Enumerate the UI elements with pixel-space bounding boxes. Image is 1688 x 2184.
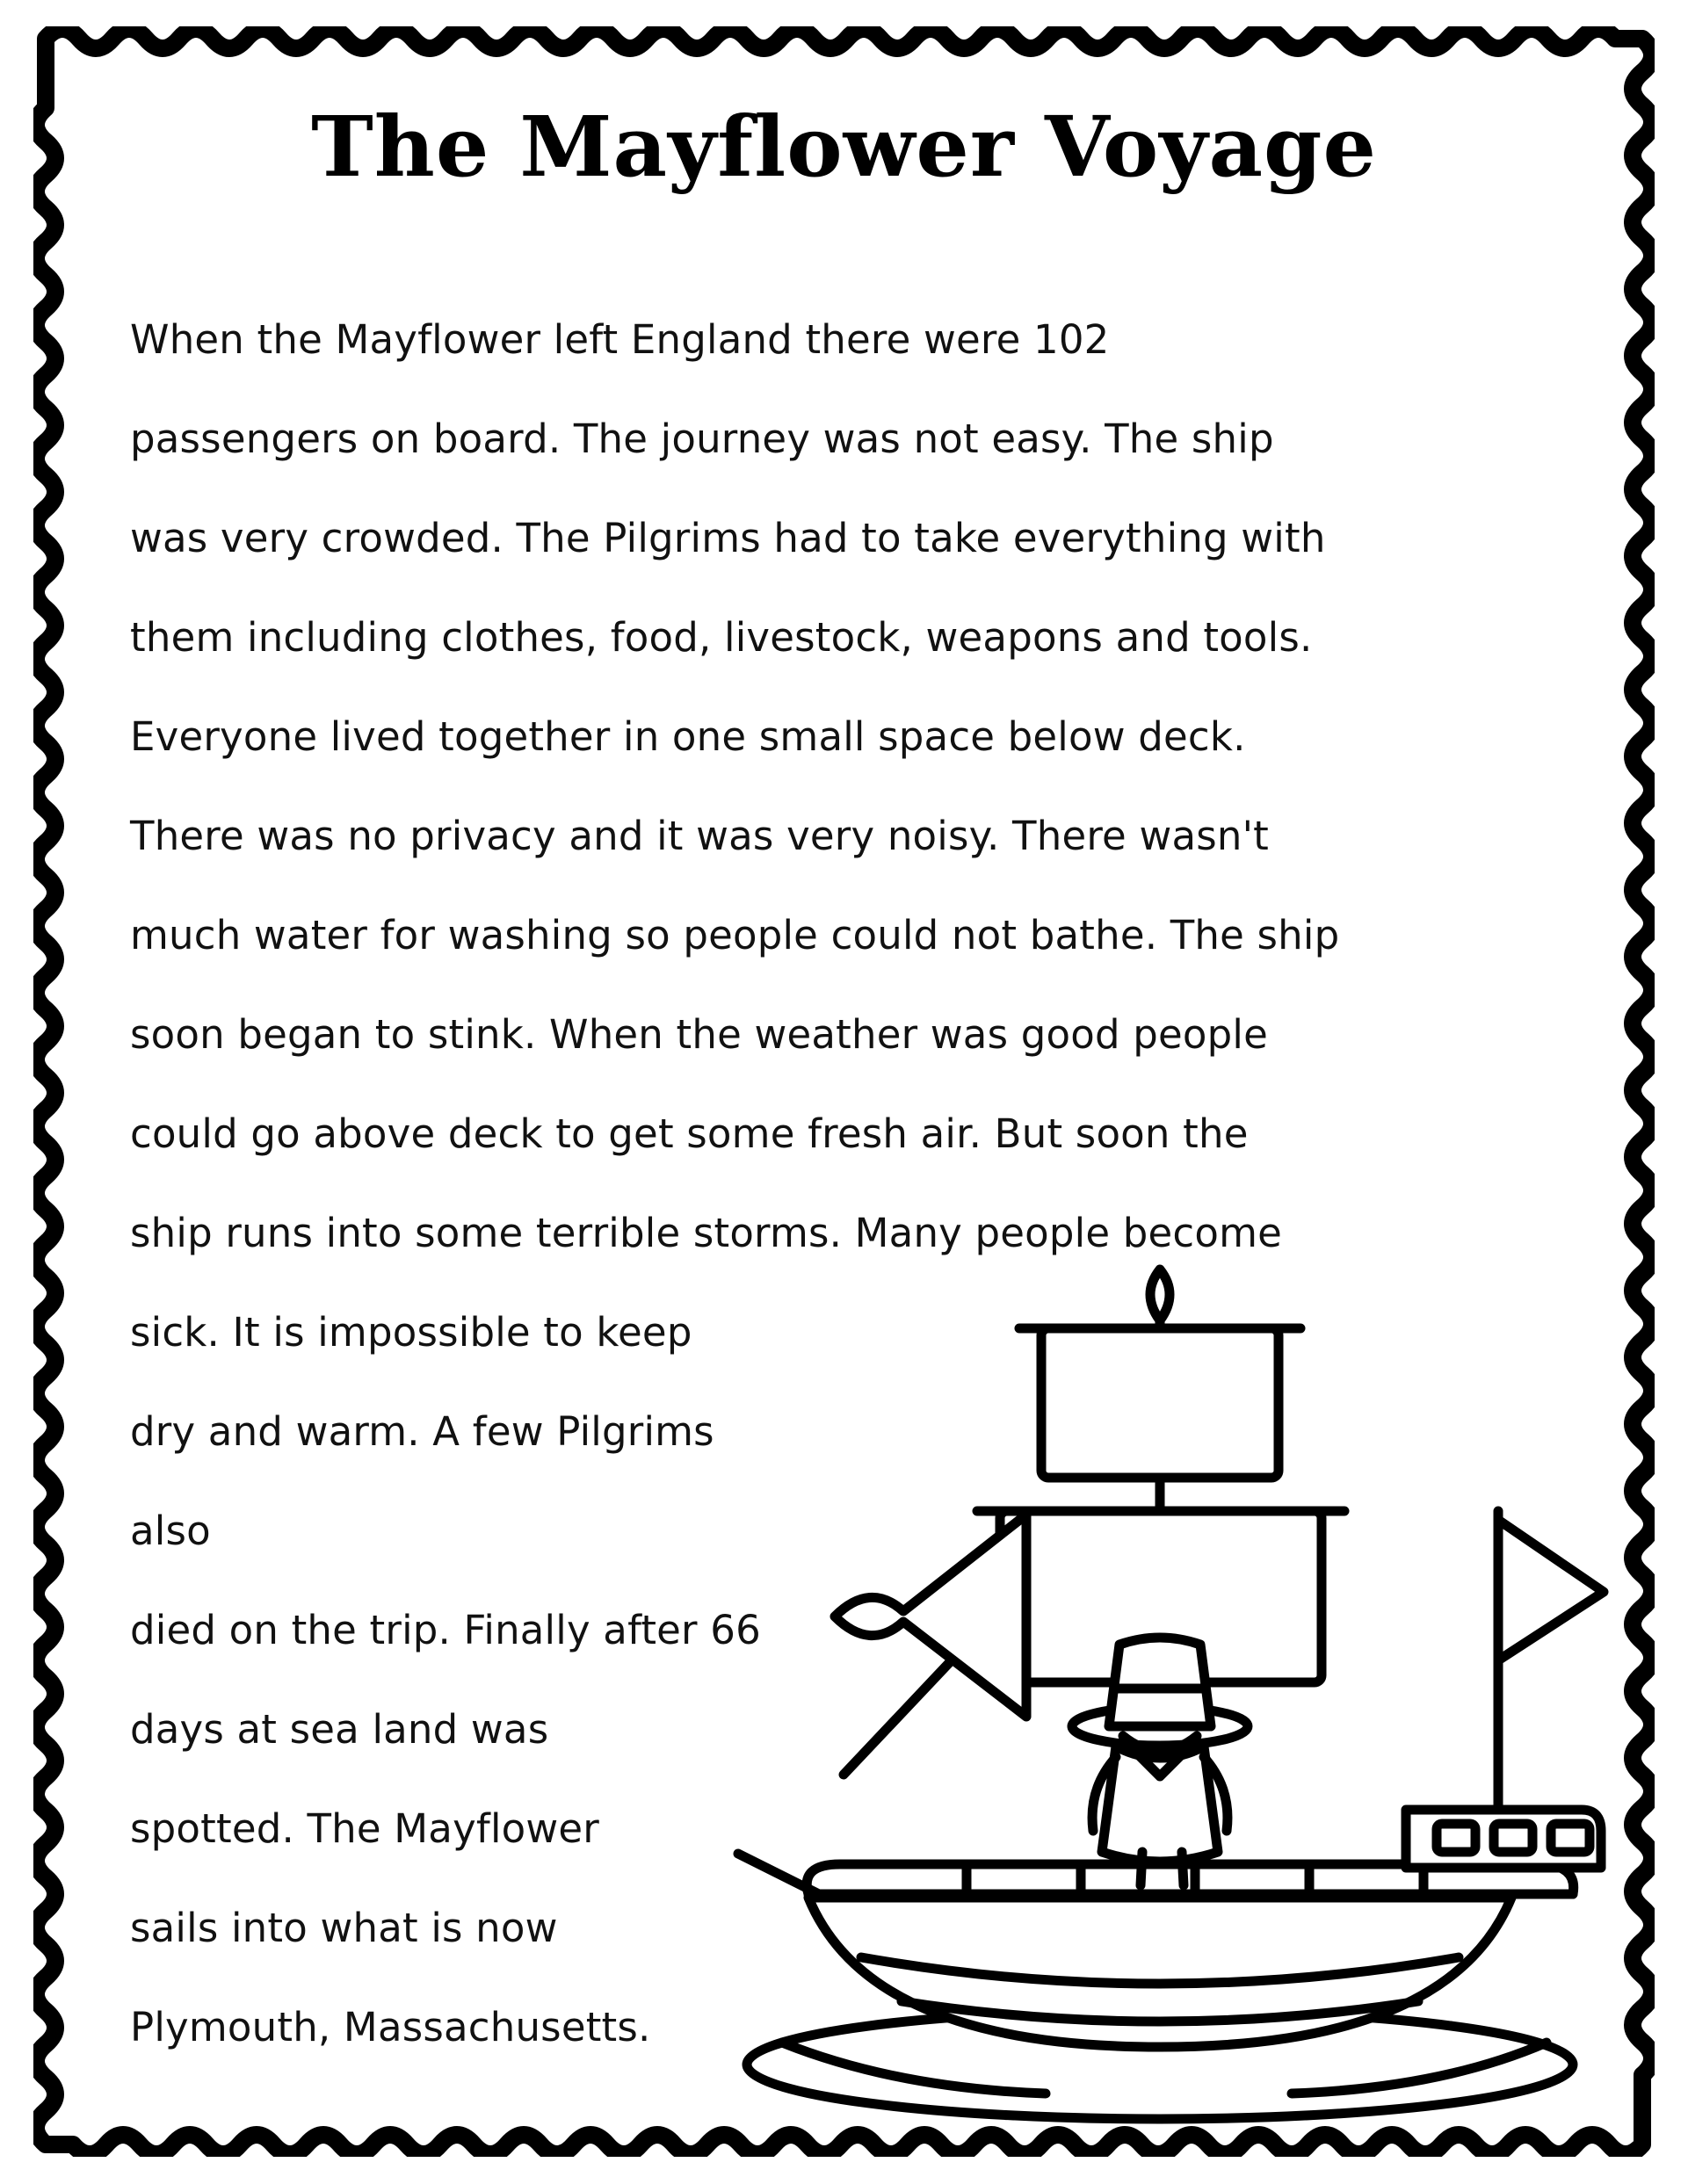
passage-line: sick. It is impossible to keep [130, 1309, 692, 1356]
passage-line: days at sea land was [130, 1706, 549, 1753]
passage-line: them including clothes, food, livestock, weapons and tools. [130, 614, 1313, 661]
passage-line: Plymouth, Massachusetts. [130, 2004, 651, 2050]
mayflower-ship-illustration [703, 1247, 1634, 2135]
passage-line: spotted. The Mayflower [130, 1805, 599, 1852]
page-title: The Mayflower Voyage [311, 98, 1377, 196]
passage-line: Everyone lived together in one small space below deck. [130, 713, 1246, 760]
passage-line: passengers on board. The journey was not easy. The ship [130, 416, 1274, 462]
passage-line: When the Mayflower left England there were 102 [130, 316, 1110, 363]
passage-line: ship runs into some terrible storms. Many people become [130, 1210, 1282, 1256]
passage-line: sails into what is now [130, 1905, 558, 1951]
passage-line: soon began to stink. When the weather was good people [130, 1011, 1268, 1058]
passage-line: much water for washing so people could not bathe. The ship [130, 912, 1340, 958]
passage-line: There was no privacy and it was very noisy. There wasn't [130, 813, 1270, 859]
passage-line: dry and warm. A few Pilgrims also [130, 1408, 714, 1554]
passage-line: died on the trip. Finally after 66 [130, 1607, 761, 1653]
passage-line: was very crowded. The Pilgrims had to take everything with [130, 515, 1326, 561]
passage-line: could go above deck to get some fresh air. But soon the [130, 1110, 1249, 1157]
